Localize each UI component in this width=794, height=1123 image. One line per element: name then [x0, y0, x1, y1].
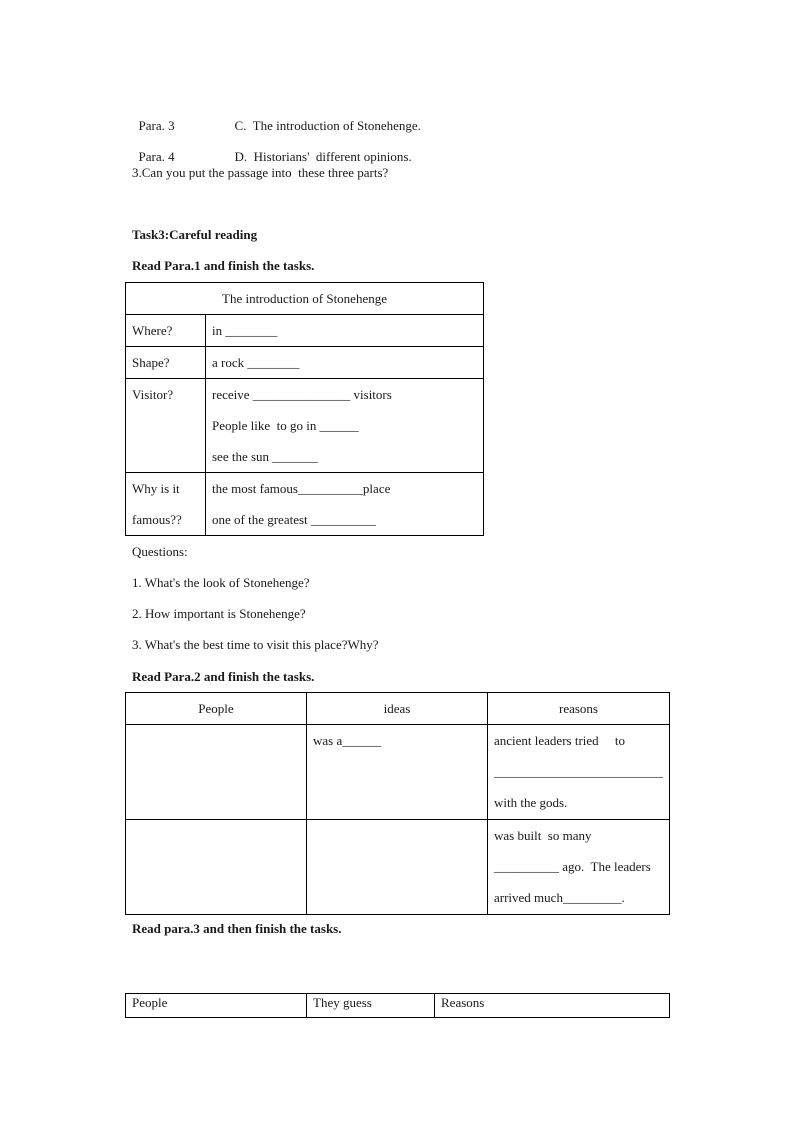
header-people: People [126, 994, 307, 1018]
question-3: 3.Can you put the passage into these three parts? [132, 165, 389, 180]
reasons-cell[interactable]: was built so many __________ ago. The leaders arrived much_________. [488, 820, 670, 915]
para2-heading: Read Para.2 and finish the tasks. [132, 669, 315, 684]
table-title: The introduction of Stonehenge [126, 283, 484, 315]
stonehenge-intro-table [125, 282, 484, 536]
task3-heading: Task3:Careful reading [132, 227, 258, 242]
question-item: 1. What's the look of Stonehenge? [132, 575, 310, 590]
para-label: Para. 4 [138, 149, 175, 164]
answer-cell[interactable]: the most famous__________place one of the greatest __________ [206, 473, 484, 536]
row-label: Shape? [126, 347, 206, 379]
reasons-cell[interactable]: ancient leaders tried to __________________________ with the gods. [488, 725, 670, 820]
questions-label: Questions: [132, 544, 188, 559]
match-line-para3 [132, 102, 421, 134]
question-item: 3. What's the best time to visit this place?Why? [132, 637, 379, 652]
para3-table [125, 993, 670, 1018]
answer-cell[interactable]: in ________ [206, 315, 484, 347]
header-reasons: reasons [488, 693, 670, 725]
people-cell[interactable] [126, 820, 307, 915]
ideas-cell[interactable]: was a______ [307, 725, 488, 820]
row-label: Visitor? [126, 379, 206, 473]
header-people: People [126, 693, 307, 725]
para1-heading: Read Para.1 and finish the tasks. [132, 258, 315, 273]
header-reasons: Reasons [435, 994, 670, 1018]
row-label: Why is it famous?? [126, 473, 206, 536]
row-label: Where? [126, 315, 206, 347]
option-text: D. Historians' different opinions. [234, 149, 412, 164]
option-text: C. The introduction of Stonehenge. [234, 118, 421, 133]
answer-cell[interactable]: receive _______________ visitors People like to go in ______ see the sun _______ [206, 379, 484, 473]
header-ideas: ideas [307, 693, 488, 725]
ideas-cell[interactable] [307, 820, 488, 915]
question-item: 2. How important is Stonehenge? [132, 606, 306, 621]
para3-heading: Read para.3 and then finish the tasks. [132, 921, 342, 936]
header-they-guess: They guess [307, 994, 435, 1018]
answer-cell[interactable]: a rock ________ [206, 347, 484, 379]
people-cell[interactable] [126, 725, 307, 820]
para2-table [125, 692, 670, 915]
match-line-para4 [132, 133, 412, 165]
para-label: Para. 3 [138, 118, 175, 133]
